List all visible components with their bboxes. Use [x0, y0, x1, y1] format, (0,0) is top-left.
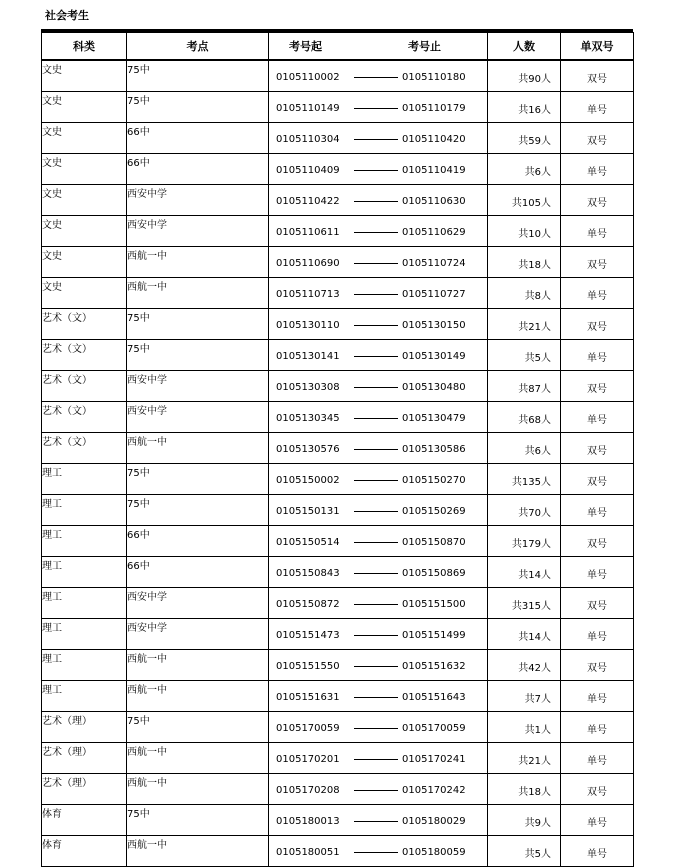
cell-count: 共105人: [488, 185, 561, 216]
cell-end: 0105150270: [402, 474, 466, 486]
range-wrap: [276, 628, 487, 641]
cell-start: 0105130110: [276, 319, 340, 331]
cell-end: 0105150269: [402, 505, 466, 517]
range-dash: [354, 759, 398, 760]
table-row: [42, 836, 634, 867]
range-dash: [354, 294, 398, 295]
cell-start: 0105110713: [276, 288, 340, 300]
cell-count: 共5人: [488, 836, 561, 867]
cell-site: 西航一中: [127, 774, 269, 805]
cell-range: [269, 681, 488, 712]
table-row: [42, 650, 634, 681]
cell-end: 0105180059: [402, 846, 466, 858]
table-row: [42, 526, 634, 557]
range-dash: [354, 108, 398, 109]
cell-parity: 双号: [561, 247, 634, 278]
range-dash: [354, 201, 398, 202]
cell-parity: 单号: [561, 92, 634, 123]
cell-parity: 双号: [561, 650, 634, 681]
cell-end: 0105130479: [402, 412, 466, 424]
table-row: [42, 123, 634, 154]
range-wrap: [276, 814, 487, 827]
cell-count: 共7人: [488, 681, 561, 712]
table-row: [42, 743, 634, 774]
cell-subject: 文史: [42, 247, 127, 278]
cell-site: 66中: [127, 154, 269, 185]
range-dash: [354, 821, 398, 822]
table-row: [42, 681, 634, 712]
cell-count: 共87人: [488, 371, 561, 402]
cell-start: 0105110149: [276, 102, 340, 114]
cell-count: 共135人: [488, 464, 561, 495]
range-dash: [354, 542, 398, 543]
cell-end: 0105130586: [402, 443, 466, 455]
cell-range: [269, 805, 488, 836]
range-dash: [354, 666, 398, 667]
cell-start: 0105110304: [276, 133, 340, 145]
table-row: [42, 185, 634, 216]
range-dash: [354, 77, 398, 78]
cell-parity: 双号: [561, 185, 634, 216]
cell-range: [269, 185, 488, 216]
cell-site: 75中: [127, 340, 269, 371]
cell-site: 75中: [127, 60, 269, 92]
cell-range: [269, 154, 488, 185]
range-dash: [354, 604, 398, 605]
cell-count: 共1人: [488, 712, 561, 743]
cell-start: 0105110002: [276, 71, 340, 83]
cell-subject: 理工: [42, 526, 127, 557]
header-end: 考号止: [408, 40, 441, 53]
range-wrap: [276, 411, 487, 424]
cell-range: [269, 371, 488, 402]
cell-site: 西安中学: [127, 216, 269, 247]
cell-range: [269, 650, 488, 681]
cell-range: [269, 712, 488, 743]
cell-start: 0105180013: [276, 815, 340, 827]
cell-range: [269, 774, 488, 805]
cell-end: 0105130149: [402, 350, 466, 362]
cell-parity: 双号: [561, 309, 634, 340]
table-row: [42, 619, 634, 650]
range-dash: [354, 418, 398, 419]
table-row: [42, 495, 634, 526]
cell-count: 共59人: [488, 123, 561, 154]
table-row: [42, 464, 634, 495]
cell-range: [269, 402, 488, 433]
cell-parity: 双号: [561, 526, 634, 557]
cell-end: 0105110419: [402, 164, 466, 176]
cell-range: [269, 123, 488, 154]
cell-site: 西安中学: [127, 402, 269, 433]
cell-count: 共21人: [488, 309, 561, 340]
cell-end: 0105151643: [402, 691, 466, 703]
cell-site: 西航一中: [127, 681, 269, 712]
cell-range: [269, 495, 488, 526]
cell-site: 75中: [127, 805, 269, 836]
cell-parity: 单号: [561, 681, 634, 712]
cell-start: 0105150131: [276, 505, 340, 517]
table-row: [42, 216, 634, 247]
range-wrap: [276, 535, 487, 548]
cell-start: 0105110690: [276, 257, 340, 269]
cell-parity: 单号: [561, 619, 634, 650]
range-dash: [354, 139, 398, 140]
cell-site: 75中: [127, 495, 269, 526]
table-row: [42, 774, 634, 805]
cell-parity: 单号: [561, 216, 634, 247]
cell-count: 共6人: [488, 154, 561, 185]
cell-subject: 体育: [42, 836, 127, 867]
cell-start: 0105151631: [276, 691, 340, 703]
table-row: [42, 154, 634, 185]
cell-subject: 理工: [42, 681, 127, 712]
cell-end: 0105170242: [402, 784, 466, 796]
cell-parity: 单号: [561, 805, 634, 836]
cell-end: 0105170059: [402, 722, 466, 734]
cell-start: 0105110409: [276, 164, 340, 176]
table-row: [42, 340, 634, 371]
cell-start: 0105130345: [276, 412, 340, 424]
cell-start: 0105170208: [276, 784, 340, 796]
table-row: [42, 371, 634, 402]
cell-parity: 单号: [561, 340, 634, 371]
cell-count: 共16人: [488, 92, 561, 123]
cell-range: [269, 309, 488, 340]
cell-end: 0105110630: [402, 195, 466, 207]
cell-parity: 双号: [561, 433, 634, 464]
cell-end: 0105110727: [402, 288, 466, 300]
cell-range: [269, 92, 488, 123]
cell-start: 0105151550: [276, 660, 340, 672]
cell-parity: 双号: [561, 588, 634, 619]
table-row: [42, 60, 634, 92]
range-wrap: [276, 845, 487, 858]
cell-count: 共179人: [488, 526, 561, 557]
range-wrap: [276, 473, 487, 486]
header-parity: 单双号: [561, 33, 634, 61]
cell-parity: 双号: [561, 60, 634, 92]
cell-start: 0105110422: [276, 195, 340, 207]
range-dash: [354, 387, 398, 388]
cell-site: 西航一中: [127, 247, 269, 278]
cell-range: [269, 588, 488, 619]
cell-end: 0105151500: [402, 598, 466, 610]
cell-site: 75中: [127, 92, 269, 123]
cell-parity: 单号: [561, 154, 634, 185]
cell-start: 0105130576: [276, 443, 340, 455]
cell-end: 0105150869: [402, 567, 466, 579]
cell-count: 共10人: [488, 216, 561, 247]
cell-site: 75中: [127, 712, 269, 743]
range-wrap: [276, 659, 487, 672]
range-wrap: [276, 225, 487, 238]
range-wrap: [276, 566, 487, 579]
cell-subject: 理工: [42, 650, 127, 681]
cell-start: 0105151473: [276, 629, 340, 641]
cell-count: 共18人: [488, 247, 561, 278]
cell-end: 0105110180: [402, 71, 466, 83]
cell-site: 西安中学: [127, 619, 269, 650]
range-dash: [354, 263, 398, 264]
cell-start: 0105180051: [276, 846, 340, 858]
range-wrap: [276, 101, 487, 114]
cell-parity: 单号: [561, 743, 634, 774]
cell-subject: 理工: [42, 495, 127, 526]
cell-subject: 文史: [42, 92, 127, 123]
range-wrap: [276, 318, 487, 331]
header-start: 考号起: [289, 40, 322, 53]
cell-parity: 双号: [561, 371, 634, 402]
cell-end: 0105110629: [402, 226, 466, 238]
cell-subject: 文史: [42, 185, 127, 216]
header-count: 人数: [488, 33, 561, 61]
cell-parity: 双号: [561, 464, 634, 495]
cell-subject: 艺术（理）: [42, 712, 127, 743]
range-dash: [354, 852, 398, 853]
header-range: [269, 33, 488, 61]
cell-start: 0105150843: [276, 567, 340, 579]
cell-range: [269, 836, 488, 867]
cell-site: 西航一中: [127, 433, 269, 464]
cell-subject: 艺术（文）: [42, 371, 127, 402]
table-header-row: [42, 33, 634, 61]
range-wrap: [276, 721, 487, 734]
table-row: [42, 278, 634, 309]
cell-start: 0105130141: [276, 350, 340, 362]
cell-subject: 文史: [42, 60, 127, 92]
cell-subject: 文史: [42, 216, 127, 247]
table-row: [42, 309, 634, 340]
cell-range: [269, 464, 488, 495]
cell-count: 共70人: [488, 495, 561, 526]
range-wrap: [276, 349, 487, 362]
range-dash: [354, 573, 398, 574]
cell-start: 0105170201: [276, 753, 340, 765]
range-wrap: [276, 442, 487, 455]
cell-count: 共14人: [488, 619, 561, 650]
cell-site: 75中: [127, 464, 269, 495]
cell-end: 0105170241: [402, 753, 466, 765]
range-dash: [354, 449, 398, 450]
table-row: [42, 247, 634, 278]
cell-site: 66中: [127, 557, 269, 588]
cell-end: 0105110724: [402, 257, 466, 269]
cell-start: 0105150002: [276, 474, 340, 486]
range-wrap: [276, 504, 487, 517]
cell-count: 共21人: [488, 743, 561, 774]
range-wrap: [276, 783, 487, 796]
cell-subject: 艺术（文）: [42, 433, 127, 464]
cell-end: 0105151632: [402, 660, 466, 672]
cell-range: [269, 216, 488, 247]
cell-site: 西航一中: [127, 278, 269, 309]
cell-parity: 单号: [561, 557, 634, 588]
cell-subject: 体育: [42, 805, 127, 836]
cell-start: 0105150872: [276, 598, 340, 610]
table-row: [42, 92, 634, 123]
range-dash: [354, 728, 398, 729]
cell-site: 西安中学: [127, 588, 269, 619]
range-wrap: [276, 163, 487, 176]
table-body: [42, 60, 634, 867]
cell-range: [269, 557, 488, 588]
exam-table: [41, 32, 634, 867]
cell-site: 75中: [127, 309, 269, 340]
cell-end: 0105110420: [402, 133, 466, 145]
cell-count: 共9人: [488, 805, 561, 836]
cell-count: 共18人: [488, 774, 561, 805]
cell-range: [269, 340, 488, 371]
cell-subject: 文史: [42, 278, 127, 309]
cell-range: [269, 247, 488, 278]
cell-end: 0105130150: [402, 319, 466, 331]
range-wrap: [276, 380, 487, 393]
cell-parity: 单号: [561, 402, 634, 433]
cell-end: 0105180029: [402, 815, 466, 827]
cell-range: [269, 433, 488, 464]
cell-parity: 单号: [561, 495, 634, 526]
cell-count: 共14人: [488, 557, 561, 588]
cell-range: [269, 743, 488, 774]
cell-count: 共5人: [488, 340, 561, 371]
cell-range: [269, 619, 488, 650]
cell-count: 共315人: [488, 588, 561, 619]
range-wrap: [276, 132, 487, 145]
cell-start: 0105130308: [276, 381, 340, 393]
cell-subject: 理工: [42, 619, 127, 650]
cell-parity: 单号: [561, 712, 634, 743]
table-row: [42, 433, 634, 464]
range-wrap: [276, 690, 487, 703]
cell-parity: 双号: [561, 774, 634, 805]
range-dash: [354, 356, 398, 357]
range-dash: [354, 480, 398, 481]
cell-subject: 理工: [42, 588, 127, 619]
cell-range: [269, 526, 488, 557]
header-site: 考点: [127, 33, 269, 61]
range-dash: [354, 790, 398, 791]
table-row: [42, 805, 634, 836]
range-dash: [354, 232, 398, 233]
cell-subject: 理工: [42, 557, 127, 588]
cell-start: 0105170059: [276, 722, 340, 734]
range-wrap: [276, 752, 487, 765]
cell-subject: 艺术（理）: [42, 743, 127, 774]
table-row: [42, 402, 634, 433]
range-wrap: [276, 70, 487, 83]
range-wrap: [276, 194, 487, 207]
cell-subject: 艺术（文）: [42, 340, 127, 371]
cell-parity: 单号: [561, 278, 634, 309]
cell-subject: 文史: [42, 123, 127, 154]
cell-end: 0105110179: [402, 102, 466, 114]
cell-subject: 理工: [42, 464, 127, 495]
cell-range: [269, 60, 488, 92]
cell-site: 66中: [127, 526, 269, 557]
cell-range: [269, 278, 488, 309]
range-wrap: [276, 287, 487, 300]
cell-count: 共42人: [488, 650, 561, 681]
section-title: 社会考生: [45, 9, 89, 22]
cell-count: 共8人: [488, 278, 561, 309]
header-subject: 科类: [42, 33, 127, 61]
cell-site: 西航一中: [127, 743, 269, 774]
cell-end: 0105150870: [402, 536, 466, 548]
cell-subject: 艺术（文）: [42, 309, 127, 340]
table-row: [42, 557, 634, 588]
table-row: [42, 588, 634, 619]
cell-count: 共90人: [488, 60, 561, 92]
range-wrap: [276, 597, 487, 610]
cell-subject: 艺术（文）: [42, 402, 127, 433]
cell-start: 0105110611: [276, 226, 340, 238]
cell-site: 66中: [127, 123, 269, 154]
cell-end: 0105151499: [402, 629, 466, 641]
range-dash: [354, 511, 398, 512]
cell-site: 西安中学: [127, 185, 269, 216]
cell-site: 西航一中: [127, 650, 269, 681]
range-dash: [354, 170, 398, 171]
cell-subject: 艺术（理）: [42, 774, 127, 805]
range-dash: [354, 697, 398, 698]
cell-subject: 文史: [42, 154, 127, 185]
cell-site: 西安中学: [127, 371, 269, 402]
cell-site: 西航一中: [127, 836, 269, 867]
cell-start: 0105150514: [276, 536, 340, 548]
cell-count: 共6人: [488, 433, 561, 464]
cell-end: 0105130480: [402, 381, 466, 393]
range-wrap: [276, 256, 487, 269]
range-dash: [354, 325, 398, 326]
cell-count: 共68人: [488, 402, 561, 433]
table-row: [42, 712, 634, 743]
cell-parity: 单号: [561, 836, 634, 867]
cell-parity: 双号: [561, 123, 634, 154]
range-dash: [354, 635, 398, 636]
